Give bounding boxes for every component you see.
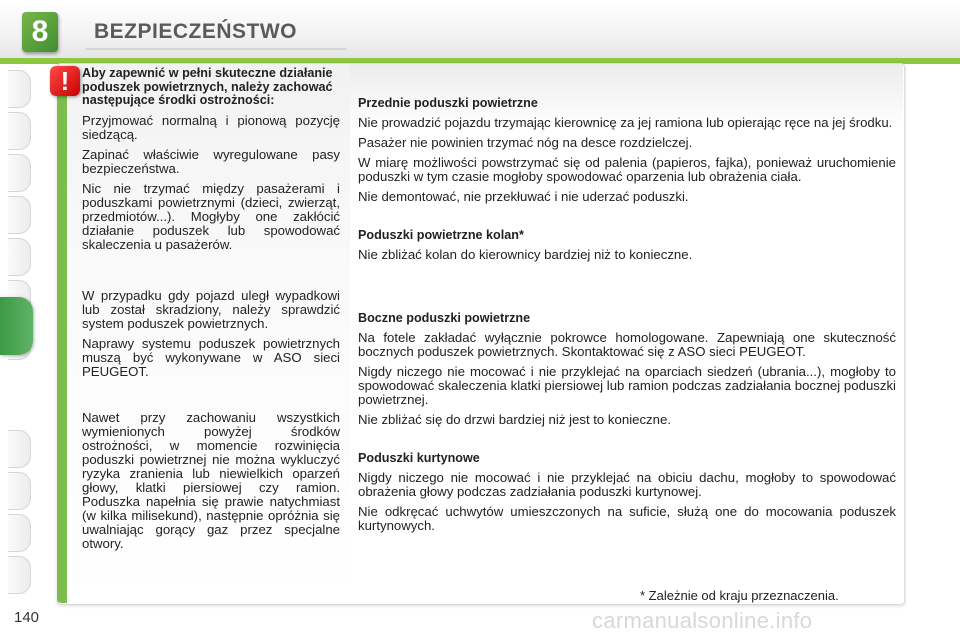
watermark: carmanualsonline.info — [592, 608, 813, 633]
section-heading-knee: Poduszki powietrzne kolan* — [358, 228, 524, 242]
header-bar — [0, 0, 960, 64]
left-paragraph: Nic nie trzymać między pasażerami i poduszkami powietrznymi (dzieci, zwierząt, przedmiotów...). Mogłyby one zakłócić działanie poduszek lub spowodować skaleczenia u pasażerów. — [82, 180, 340, 252]
page-title: BEZPIECZEŃSTWO — [94, 20, 298, 43]
left-paragraph: Naprawy systemu poduszek powietrznych muszą być wykonywane w ASO sieci PEUGEOT. — [82, 335, 340, 379]
section-heading-front: Przednie poduszki powietrzne — [358, 96, 538, 110]
curtain-paragraph: Nigdy niczego nie mocować i nie przyklejać na obiciu dachu, mogłoby to spowodować obrażenia głowy podczas zadziałania poduszki kurtynowej. — [358, 470, 896, 499]
left-paragraph: Przyjmować normalną i pionową pozycję siedzącą. — [82, 112, 340, 142]
chapter-tab[interactable] — [8, 556, 31, 594]
knee-paragraph: Nie zbliżać kolan do kierownicy bardziej niż to konieczne. — [358, 247, 693, 262]
curtain-paragraph: Nie odkręcać uchwytów umieszczonych na suficie, służą one do mocowania poduszek kurtynowych. — [358, 504, 896, 533]
chapter-tab[interactable] — [8, 472, 31, 510]
front-paragraph: Nie demontować, nie przekłuwać i nie uderzać poduszki. — [358, 189, 689, 204]
section-heading-curtain: Poduszki kurtynowe — [358, 451, 480, 465]
chapter-tab[interactable] — [8, 70, 31, 108]
left-paragraph: Zapinać właściwie wyregulowane pasy bezpieczeństwa. — [82, 146, 340, 176]
left-paragraph: W przypadku gdy pojazd uległ wypadkowi lub został skradziony, należy sprawdzić system poduszek powietrznych. — [82, 287, 340, 331]
warning-icon: ! — [50, 66, 80, 96]
front-paragraph: W miarę możliwości powstrzymać się od palenia (papieros, fajka), ponieważ uruchomienie poduszki w tym czasie mogłoby spowodować oparzenia lub obrażenia ciała. — [358, 155, 896, 184]
chapter-tab[interactable] — [8, 430, 31, 468]
section-heading-side: Boczne poduszki powietrzne — [358, 311, 531, 325]
title-underline — [86, 48, 346, 50]
chapter-tab[interactable] — [8, 154, 31, 192]
front-paragraph: Nie prowadzić pojazdu trzymając kierownicę za jej ramiona lub opierając ręce na jej środku. — [358, 115, 893, 130]
side-paragraph: Nigdy niczego nie mocować i nie przyklejać na oparciach siedzeń (ubrania...), mogłoby to spowodować skaleczenia klatki piersiowej lub ramion podczas zadziałania bocznej poduszki powietrznej. — [358, 364, 896, 407]
left-paragraph: Nawet przy zachowaniu wszystkich wymienionych powyżej środków ostrożności, w momencie rozwinięcia poduszki powietrznej nie można wykluczyć ryzyka zranienia lub niewielkich oparzeń głowy, klatki piersiowej czy ramion. Poduszka napełnia się prawie natychmiast (w kilka milisekund), następnie opróżnia się uwalniając gorący gaz przez specjalne otwory. — [82, 409, 340, 551]
left-lead-heading: Aby zapewnić w pełni skuteczne działanie poduszek powietrznych, należy zachować następujące środki ostrożności: — [82, 66, 333, 107]
chapter-badge: 8 — [22, 12, 58, 52]
right-column — [358, 96, 896, 539]
chapter-tab-active[interactable] — [0, 297, 33, 355]
page-number: 140 — [14, 609, 40, 626]
chapter-tab[interactable] — [8, 238, 31, 276]
footnote: * Zależnie od kraju przeznaczenia. — [640, 588, 839, 603]
front-paragraph: Pasażer nie powinien trzymać nóg na desce rozdzielczej. — [358, 135, 693, 150]
side-paragraph: Nie zbliżać się do drzwi bardziej niż jest to konieczne. — [358, 412, 671, 427]
left-column — [82, 67, 340, 557]
chapter-tab[interactable] — [8, 514, 31, 552]
side-paragraph: Na fotele zakładać wyłącznie pokrowce homologowane. Zapewniają one skuteczność bocznych poduszek powietrznych. Skontaktować się z ASO sieci PEUGEOT. — [358, 330, 896, 359]
chapter-tab[interactable] — [8, 196, 31, 234]
chapter-tab[interactable] — [8, 112, 31, 150]
frame-accent-bar — [57, 88, 67, 603]
